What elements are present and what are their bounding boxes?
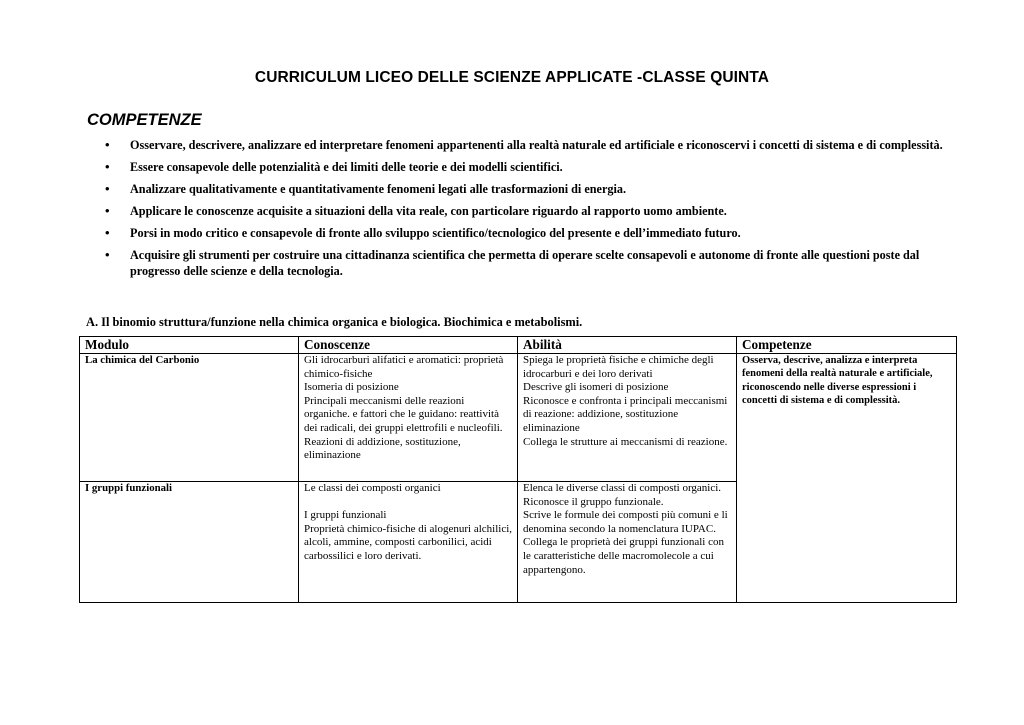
header-conoscenze: Conoscenze <box>299 337 518 354</box>
competenza-item <box>103 247 943 279</box>
bullet-icon: • <box>105 225 110 240</box>
abilita-line: Elenca le diverse classi di composti organici. <box>523 482 722 494</box>
conoscenze-cell <box>299 354 518 482</box>
competenza-item <box>103 203 943 219</box>
abilita-cell <box>518 482 737 603</box>
conoscenze-line: Isomeria di posizione <box>304 381 399 394</box>
abilita-line: Riconosce e confronta i principali meccanismi di reazione: addizione, sostituzione eliminazione <box>523 394 728 434</box>
header-abilita: Abilità <box>518 337 737 354</box>
header-modulo: Modulo <box>80 337 299 354</box>
table-row <box>80 354 957 482</box>
competenza-text: Osservare, descrivere, analizzare ed interpretare fenomeni appartenenti alla realtà naturale ed artificiale e riconoscervi i concetti di sistema e di complessità. <box>130 138 943 152</box>
section-a-heading: A. Il binomio struttura/funzione nella chimica organica e biologica. Biochimica e metabolismi. <box>86 315 583 329</box>
conoscenze-line: Reazioni di addizione, sostituzione, eliminazione <box>304 435 461 462</box>
abilita-line: Collega le strutture ai meccanismi di reazione. <box>523 435 728 448</box>
conoscenze-line: I gruppi funzionali <box>304 509 387 522</box>
competenza-text: Acquisire gli strumenti per costruire una cittadinanza scientifica che permetta di operare scelte consapevoli e autonome di fronte alle questioni poste dal progresso delle scienze e della tecnologia. <box>130 248 920 278</box>
conoscenze-cell <box>299 482 518 603</box>
bullet-icon: • <box>105 247 110 262</box>
competenza-item <box>103 159 943 175</box>
header-competenze: Competenze <box>737 337 957 354</box>
competenza-text: Applicare le conoscenze acquisite a situazioni della vita reale, con particolare riguardo al rapporto uomo ambiente. <box>130 204 727 218</box>
abilita-line: Scrive le formule dei composti più comuni e li denomina secondo la nomenclatura IUPAC. <box>523 509 728 535</box>
bullet-icon: • <box>105 181 110 196</box>
conoscenze-line: Le classi dei composti organici <box>304 482 441 494</box>
curriculum-table <box>79 336 957 603</box>
competenze-heading: COMPETENZE <box>87 111 202 129</box>
competenza-text: Essere consapevole delle potenzialità e dei limiti delle teorie e dei modelli scientifici. <box>130 160 563 174</box>
conoscenze-line: Proprietà chimico-fisiche di alogenuri alchilici, alcoli, ammine, composti carbonilici, acidi carbossilici e loro derivati. <box>304 522 513 562</box>
conoscenze-line: Principali meccanismi delle reazioni organiche. e fattori che le guidano: reattività dei radicali, dei gruppi elettrofili e nucleofili. <box>304 394 503 434</box>
document-title: CURRICULUM LICEO DELLE SCIENZE APPLICATE -CLASSE QUINTA <box>254 69 770 86</box>
competenze-list <box>103 137 943 285</box>
modulo-cell: I gruppi funzionali <box>80 482 299 603</box>
competenza-text: Analizzare qualitativamente e quantitativamente fenomeni legati alle trasformazioni di energia. <box>130 182 626 196</box>
competenza-text: Porsi in modo critico e consapevole di fronte allo sviluppo scientifico/tecnologico del presente e dell’immediato futuro. <box>130 226 741 240</box>
table-header-row <box>80 337 957 354</box>
abilita-line: Spiega le proprietà fisiche e chimiche degli idrocarburi e dei loro derivati <box>523 354 714 380</box>
bullet-icon: • <box>105 137 110 152</box>
competenze-cell: Osserva, descrive, analizza e interpreta fenomeni della realtà naturale e artificiale, riconoscendo nelle diverse espressioni i concetti di sistema e di complessità. <box>737 354 957 603</box>
abilita-line: Descrive gli isomeri di posizione <box>523 381 669 394</box>
abilita-cell <box>518 354 737 482</box>
abilita-line: Collega le proprietà dei gruppi funzionali con le caratteristiche delle macromolecole a cui appartengono. <box>523 536 724 576</box>
competenza-item <box>103 137 943 153</box>
bullet-icon: • <box>105 203 110 218</box>
blank-line <box>304 496 512 510</box>
competenza-item <box>103 225 943 241</box>
modulo-cell: La chimica del Carbonio <box>80 354 299 482</box>
abilita-line: Riconosce il gruppo funzionale. <box>523 495 664 508</box>
bullet-icon: • <box>105 159 110 174</box>
competenza-item <box>103 181 943 197</box>
conoscenze-line: Gli idrocarburi alifatici e aromatici: proprietà chimico-fisiche <box>304 354 504 380</box>
